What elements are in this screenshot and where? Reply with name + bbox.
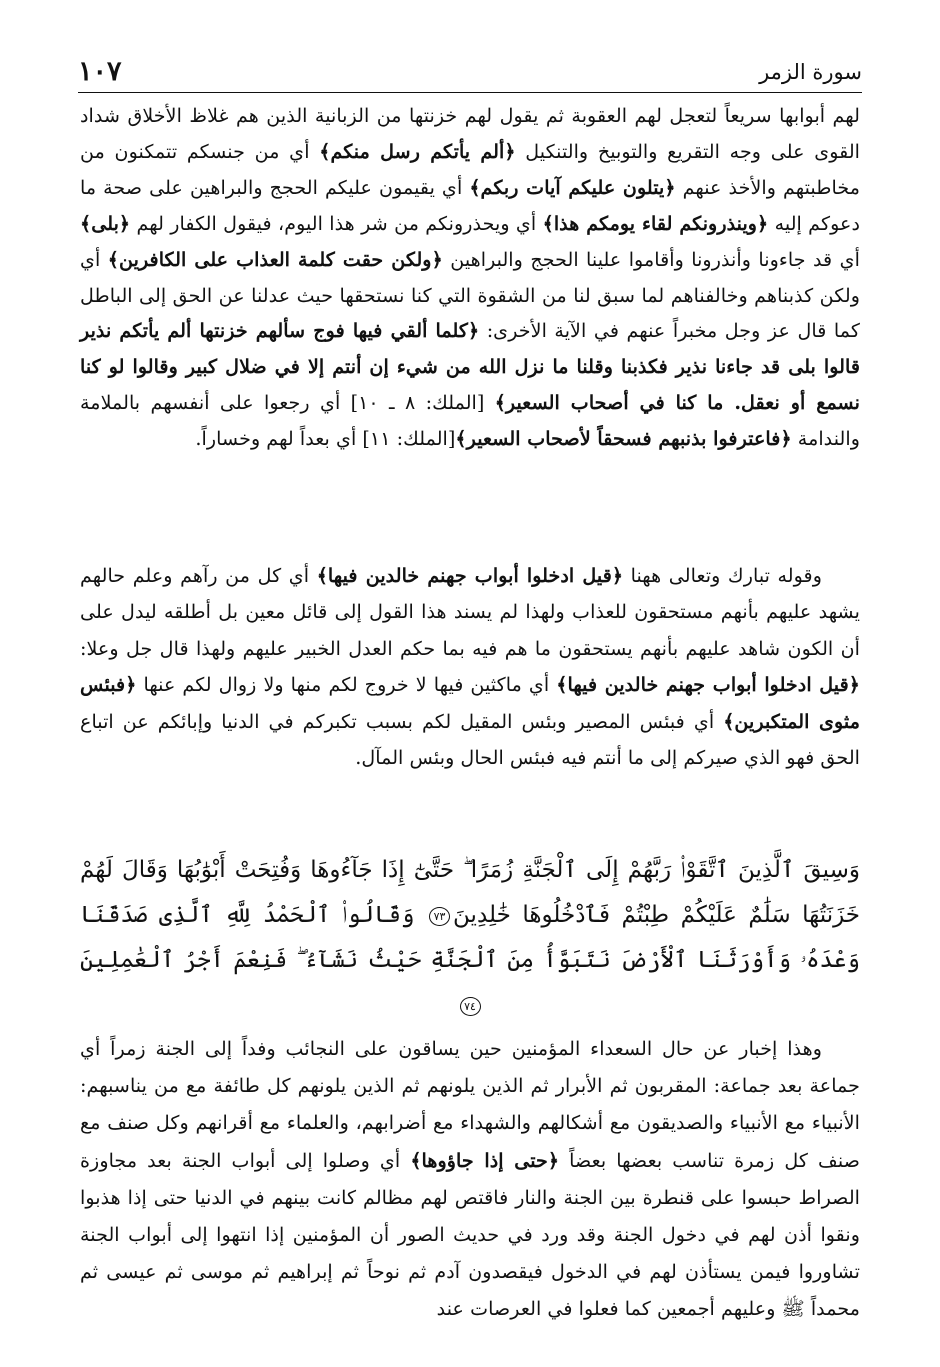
page-number: ١٠٧ xyxy=(78,56,122,87)
quote-run: ﴿وينذرونكم لقاء يومكم هذا﴾ xyxy=(542,211,769,235)
text-run: أي من جنسكم تتمكنون من مخاطبتهم والأخذ عنهم xyxy=(80,139,860,199)
quote-run: ﴿قيل ادخلوا أبواب جهنم خالدين فيها﴾ xyxy=(556,673,860,697)
text-run: أي ولكن كذبناهم وخالفناهم لما سبق لنا من الشقوة التي كنا نستحقها حيث عدلنا عن الحق إلى الباطل كما قال عز وجل مخبراً عنهم في الآية الأخرى: xyxy=(80,247,860,343)
text-run: لهم أبوابها سريعاً لتعجل لهم العقوبة ثم يقول لهم خزنتها من الزبانية الذين هم غلاظ الأخلاق شداد القوى على وجه التقريع والتوبيخ والتنكيل xyxy=(80,104,861,163)
quote-run: ﴿فاعترفوا بذنبهم فسحقاً لأصحاب السعير﴾ xyxy=(455,427,792,451)
ayah-number-74: ٧٤ xyxy=(460,997,481,1016)
verse-74-text: وَقَالُوا۟ ٱلْحَمْدُ لِلَّهِ ٱلَّذِى صَدَقَنَا وَعْدَهُۥ وَأَوْرَثَنَا ٱلْأَرْضَ نَتَبَوَّأُ مِنَ ٱلْجَنَّةِ حَيْثُ نَشَآءُ ۖ فَنِعْمَ أَجْرُ ٱلْعَٰمِلِينَ xyxy=(80,902,860,973)
surah-title: سورة الزمر xyxy=(759,60,862,84)
paragraph-2 xyxy=(80,558,860,776)
text-run: أي كل من رآهم وعلم حالهم يشهد عليهم بأنهم مستحقون للعذاب ولهذا لم يسند هذا القول إلى قائل معين بل أطلقه ليدل على أن الكون شاهد عليهم بأنهم يستحقون ما هم فيه بما حكم العدل الخبير عليهم ولهذا قال جل وعلا: xyxy=(80,564,860,660)
ayah-number-73: ٧٣ xyxy=(429,907,450,926)
quote-run: ﴿فبئس مثوى المتكبرين﴾ xyxy=(80,673,860,733)
text-run: أي فبئس المصير وبئس المقيل لكم بسبب تكبركم في الدنيا وإبائكم عن اتباع الحق فهو الذي صيركم إلى ما أنتم فيه فبئس الحال وبئس المآل. xyxy=(80,709,860,770)
text-run: أي يقيمون عليكم الحجج والبراهين على صحة ما دعوكم إليه xyxy=(80,175,860,235)
text-run: أي وصلوا إلى أبواب الجنة بعد مجاوزة الصراط حبسوا على قنطرة بين الجنة والنار فاقتص لهم مظالم كانت بينهم في الدنيا حتى إذا هذبوا ونقوا أذن لهم في دخول الجنة وقد ورد في حديث الصور أن المؤمنين إذا انتهوا إلى أبواب الجنة تشاوروا فيمن يستأذن لهم في الدخول فيقصدون آدم ثم نوحاً ثم إبراهيم ثم موسى ثم عيسى ثم محمداً ﷺ وعليهم أجمعين كما فعلوا في العرصات عند xyxy=(80,1148,860,1321)
paragraph-3 xyxy=(80,1030,860,1328)
quote-run: ﴿بلى﴾ xyxy=(80,211,131,235)
text-run: [الملك: ٨ ـ ١٠] أي رجعوا على أنفسهم بالملامة والندامة xyxy=(80,391,860,451)
quote-run: ﴿كلما ألقي فيها فوج سألهم خزنتها ألم يأتكم نذير قالوا بلى قد جاءنا نذير فكذبنا وقلنا ما نزل الله من شيء إن أنتم إلا في ضلال كبير وقالوا لو كنا نسمع أو نعقل. ما كنا في أصحاب السعير﴾ xyxy=(80,319,860,415)
paragraph-1 xyxy=(80,98,860,457)
verse-73-text: وَسِيقَ ٱلَّذِينَ ٱتَّقَوْا۟ رَبَّهُمْ إِلَى ٱلْجَنَّةِ زُمَرًا ۖ حَتَّىٰٓ إِذَا جَآءُوهَا وَفُتِحَتْ أَبْوَٰبُهَا وَقَالَ لَهُمْ خَزَنَتُهَا سَلَٰمٌ عَلَيْكُمْ طِبْتُمْ فَٱدْخُلُوهَا خَٰلِدِينَ xyxy=(80,857,861,928)
quote-run: ﴿حتى إذا جاؤوها﴾ xyxy=(410,1148,560,1172)
text-run: أي قد جاءونا وأنذرونا وأقاموا علينا الحجج والبراهين xyxy=(442,247,860,271)
text-run: وقوله تبارك وتعالى ههنا xyxy=(623,564,822,587)
quote-run: ﴿يتلون عليكم آيات ربكم﴾ xyxy=(469,175,676,199)
text-run: أي ماكثين فيها لا خروج لكم منها ولا زوال لكم عنها xyxy=(136,673,557,697)
text-run: وهذا إخبار عن حال السعداء المؤمنين حين يساقون على النجائب وفداً إلى الجنة زمراً أي جماعة بعد جماعة: المقربون ثم الأبرار ثم الذين يلونهم ثم الذين يلونهم كل طائفة مع من يناسبهم: الأنبياء مع الأنبياء والصديقون مع أشكالهم والشهداء مع أضرابهم، والعلماء مع أقرانهم وكل صنف مع صنف كل زمرة تناسب بعضها بعضاً xyxy=(80,1037,861,1172)
text-run: أي ويحذرونكم من شر هذا اليوم، فيقول الكفار لهم xyxy=(130,211,543,235)
quote-run: ﴿ألم يأتكم رسل منكم﴾ xyxy=(319,139,516,163)
quote-run: ﴿ولكن حقت كلمة العذاب على الكافرين﴾ xyxy=(107,247,443,271)
text-run: [الملك: ١١] أي بعداً لهم وخساراً. xyxy=(195,427,456,451)
quran-verses xyxy=(80,848,860,1028)
quote-run: ﴿قيل ادخلوا أبواب جهنم خالدين فيها﴾ xyxy=(316,564,624,587)
page-header xyxy=(78,56,862,92)
header-divider xyxy=(78,92,862,93)
